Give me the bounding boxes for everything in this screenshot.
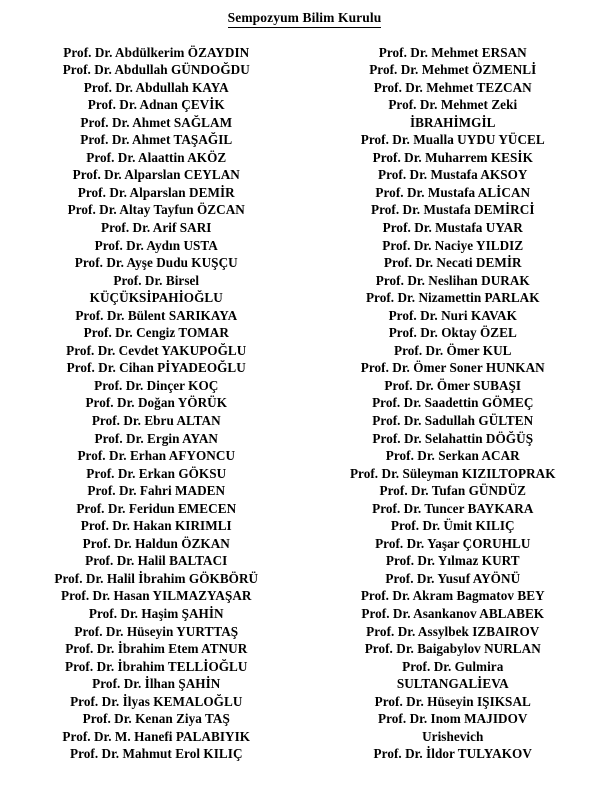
name-line: Prof. Dr. Ömer Soner HUNKAN <box>360 360 545 376</box>
name-line: Prof. Dr. Hüseyin YURTTAŞ <box>74 623 239 639</box>
name-line: Prof. Dr. Ergin AYAN <box>94 430 218 446</box>
name-line: Prof. Dr. Ayşe Dudu KUŞÇU <box>74 255 238 271</box>
name-columns <box>0 44 609 763</box>
name-line: Prof. Dr. Tufan GÜNDÜZ <box>379 483 527 499</box>
name-line: Prof. Dr. Baigabylov NURLAN <box>364 641 541 657</box>
name-line: Prof. Dr. Akram Bagmatov BEY <box>360 588 545 604</box>
name-line: Prof. Dr. Halil BALTACI <box>85 553 228 569</box>
name-line: Prof. Dr. Yılmaz KURT <box>385 553 520 569</box>
name-line: Prof. Dr. Necati DEMİR <box>383 255 522 271</box>
name-line: Prof. Dr. Nizamettin PARLAK <box>365 290 540 306</box>
name-line: Prof. Dr. Arif SARI <box>101 219 212 235</box>
name-line: Prof. Dr. Ahmet SAĞLAM <box>80 114 233 130</box>
name-line: Prof. Dr. Abdullah KAYA <box>83 79 229 95</box>
name-line: Prof. Dr. Abdülkerim ÖZAYDIN <box>63 44 250 60</box>
name-line: Prof. Dr. Selahattin DÖĞÜŞ <box>372 430 534 446</box>
name-line: İBRAHİMGİL <box>410 114 496 130</box>
name-line: Prof. Dr. Bülent SARIKAYA <box>75 307 238 323</box>
name-line: Prof. Dr. Nuri KAVAK <box>388 307 517 323</box>
name-line: Prof. Dr. Süleyman KIZILTOPRAK <box>349 465 556 481</box>
name-line: Prof. Dr. Mustafa DEMİRCİ <box>370 202 535 218</box>
name-line: Prof. Dr. Mahmut Erol KILIÇ <box>69 746 243 762</box>
name-line: Prof. Dr. Halil İbrahim GÖKBÖRÜ <box>54 570 259 586</box>
name-line: Prof. Dr. Fahri MADEN <box>87 483 226 499</box>
name-line: Prof. Dr. Abdullah GÜNDOĞDU <box>62 62 250 78</box>
name-line: Prof. Dr. Mehmet TEZCAN <box>373 79 532 95</box>
name-line: Prof. Dr. M. Hanefi PALABIYIK <box>62 728 251 744</box>
name-line: Prof. Dr. Cihan PİYADEOĞLU <box>66 360 246 376</box>
name-line: Prof. Dr. Muharrem KESİK <box>372 149 533 165</box>
name-line: Prof. Dr. Mustafa AKSOY <box>377 167 528 183</box>
name-line: Prof. Dr. Haşim ŞAHİN <box>88 606 224 621</box>
name-line: Prof. Dr. Ömer KUL <box>394 342 512 358</box>
name-line: Prof. Dr. Birsel <box>113 272 200 288</box>
name-line: Prof. Dr. Asankanov ABLABEK <box>361 606 545 621</box>
name-line: Prof. Dr. İlyas KEMALOĞLU <box>70 693 243 709</box>
name-line: Prof. Dr. Alparslan CEYLAN <box>72 167 240 183</box>
name-line: Prof. Dr. Feridun EMECEN <box>76 500 237 516</box>
name-line: Prof. Dr. Hakan KIRIMLI <box>80 518 232 534</box>
name-line: Prof. Dr. Ümit KILIÇ <box>390 518 515 534</box>
name-line: Prof. Dr. Mehmet ERSAN <box>378 44 527 60</box>
name-line: Prof. Dr. Yaşar ÇORUHLU <box>375 535 531 551</box>
name-line: Prof. Dr. Oktay ÖZEL <box>388 325 517 341</box>
name-line: Prof. Dr. Kenan Ziya TAŞ <box>82 711 230 727</box>
name-line: SULTANGALİEVA <box>396 676 509 692</box>
name-line: Prof. Dr. Alaattin AKÖZ <box>86 149 227 165</box>
name-line: Prof. Dr. Erhan AFYONCU <box>77 448 236 464</box>
name-line: Prof. Dr. Yusuf AYÖNÜ <box>385 570 521 586</box>
name-line: Prof. Dr. Mehmet ÖZMENLİ <box>369 62 537 78</box>
name-line: Prof. Dr. Serkan ACAR <box>385 448 520 464</box>
page-title <box>0 0 609 28</box>
name-line: Prof. Dr. Doğan YÖRÜK <box>85 395 228 411</box>
name-line: Prof. Dr. Saadettin GÖMEÇ <box>372 395 534 411</box>
name-line: Prof. Dr. Adnan ÇEVİK <box>87 97 225 113</box>
name-line: KÜÇÜKSİPAHİOĞLU <box>89 290 223 306</box>
name-line: Prof. Dr. Dinçer KOÇ <box>94 377 219 393</box>
name-line: Prof. Dr. Hüseyin IŞIKSAL <box>374 693 531 709</box>
name-column-left <box>0 44 305 763</box>
name-line: Prof. Dr. Gulmira <box>402 658 504 674</box>
name-line: Prof. Dr. Alparslan DEMİR <box>77 184 235 200</box>
name-line: Prof. Dr. İbrahim Etem ATNUR <box>65 641 248 657</box>
name-line: Prof. Dr. Tuncer BAYKARA <box>372 500 534 516</box>
name-column-right <box>305 44 609 763</box>
name-line: Prof. Dr. İbrahim TELLİOĞLU <box>65 658 248 674</box>
name-line: Prof. Dr. Erkan GÖKSU <box>86 465 227 481</box>
name-line: Prof. Dr. Altay Tayfun ÖZCAN <box>67 202 245 218</box>
name-line: Urishevich <box>422 728 484 744</box>
name-line: Prof. Dr. Mustafa ALİCAN <box>375 184 531 200</box>
name-line: Prof. Dr. Assylbek IZBAIROV <box>366 623 540 639</box>
name-line: Prof. Dr. Cevdet YAKUPOĞLU <box>66 342 247 358</box>
name-line: Prof. Dr. Mustafa UYAR <box>382 219 523 235</box>
name-line: Prof. Dr. Neslihan DURAK <box>375 272 530 288</box>
name-line: Prof. Dr. İldor TULYAKOV <box>373 746 532 762</box>
name-line: Prof. Dr. Naciye YILDIZ <box>382 237 524 253</box>
name-line: Prof. Dr. Haldun ÖZKAN <box>82 535 230 551</box>
page-title-text: Sempozyum Bilim Kurulu <box>228 10 382 28</box>
name-line: Prof. Dr. Aydın USTA <box>94 237 218 253</box>
name-line: Prof. Dr. Mualla UYDU YÜCEL <box>360 132 545 148</box>
name-line: Prof. Dr. Ömer SUBAŞI <box>384 377 522 393</box>
name-line: Prof. Dr. Ahmet TAŞAĞIL <box>80 132 233 148</box>
name-line: Prof. Dr. Hasan YILMAZYAŞAR <box>60 588 252 604</box>
name-line: Prof. Dr. İlhan ŞAHİN <box>92 676 221 692</box>
name-line: Prof. Dr. Ebru ALTAN <box>91 412 221 428</box>
name-line: Prof. Dr. Sadullah GÜLTEN <box>372 412 534 428</box>
name-line: Prof. Dr. Inom MAJIDOV <box>378 711 528 727</box>
name-line: Prof. Dr. Mehmet Zeki <box>388 97 518 113</box>
name-line: Prof. Dr. Cengiz TOMAR <box>83 325 229 341</box>
